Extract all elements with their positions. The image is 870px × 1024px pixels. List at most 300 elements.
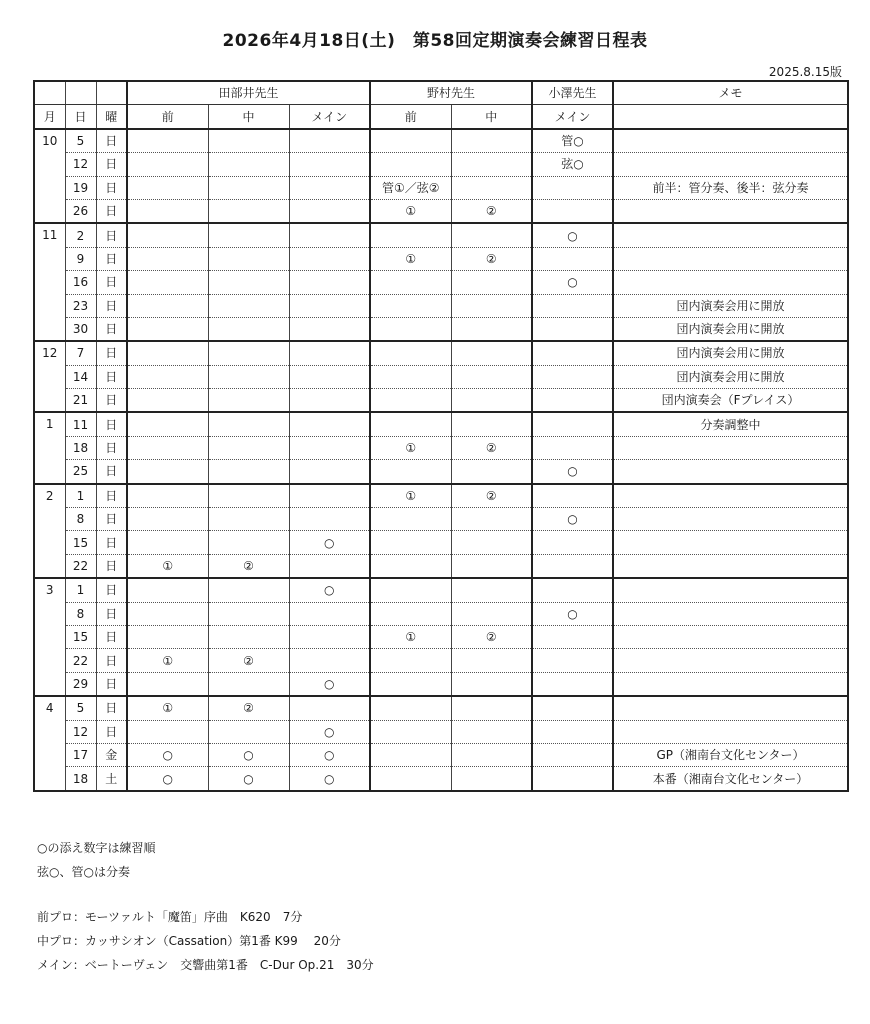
cell-nomura-pre <box>370 153 451 176</box>
day-cell: 5 <box>65 696 96 720</box>
memo-cell: 団内演奏会用に開放 <box>613 294 848 317</box>
weekday-cell: 日 <box>96 696 127 720</box>
cell-tabei-pre <box>127 412 208 436</box>
cell-tabei-main <box>289 412 370 436</box>
schedule-row <box>34 129 848 153</box>
cell-nomura-pre <box>370 317 451 341</box>
schedule-row <box>34 365 848 388</box>
memo-cell: 分奏調整中 <box>613 412 848 436</box>
cell-nomura-pre: 管①／弦② <box>370 176 451 199</box>
cell-tabei-pre <box>127 672 208 696</box>
cell-ozawa-main <box>532 389 613 413</box>
cell-ozawa-main <box>532 578 613 602</box>
schedule-row <box>34 199 848 223</box>
cell-ozawa-main <box>532 294 613 317</box>
schedule-row <box>34 720 848 743</box>
memo-cell <box>613 247 848 270</box>
cell-ozawa-main <box>532 317 613 341</box>
cell-tabei-mid: ② <box>208 696 289 720</box>
day-cell: 8 <box>65 602 96 625</box>
cell-nomura-pre: ① <box>370 247 451 270</box>
memo-cell <box>613 508 848 531</box>
cell-nomura-mid: ② <box>451 484 532 508</box>
cell-tabei-pre <box>127 720 208 743</box>
schedule-row <box>34 625 848 648</box>
schedule-row <box>34 649 848 672</box>
cell-tabei-pre: ① <box>127 554 208 578</box>
cell-nomura-pre <box>370 271 451 294</box>
day-cell: 1 <box>65 484 96 508</box>
memo-cell: 団内演奏会用に開放 <box>613 341 848 365</box>
cell-nomura-pre <box>370 341 451 365</box>
schedule-row <box>34 578 848 602</box>
memo-cell: 団内演奏会用に開放 <box>613 317 848 341</box>
cell-tabei-pre: ○ <box>127 767 208 791</box>
cell-nomura-mid: ② <box>451 625 532 648</box>
month-cell: 11 <box>34 223 65 341</box>
memo-cell <box>613 484 848 508</box>
schedule-row <box>34 294 848 317</box>
header-ozawa-main: メイン <box>532 105 613 129</box>
cell-tabei-pre <box>127 294 208 317</box>
memo-cell: 団内演奏会（Fプレイス） <box>613 389 848 413</box>
day-cell: 23 <box>65 294 96 317</box>
note-program-main: メイン：ベートーヴェン 交響曲第1番 C-Dur Op.21 30分 <box>37 958 374 972</box>
cell-ozawa-main <box>532 436 613 459</box>
cell-tabei-pre <box>127 317 208 341</box>
cell-tabei-mid <box>208 294 289 317</box>
cell-nomura-pre <box>370 129 451 153</box>
cell-ozawa-main: ○ <box>532 223 613 247</box>
header-weekday: 曜 <box>96 105 127 129</box>
cell-tabei-mid <box>208 271 289 294</box>
schedule-row <box>34 153 848 176</box>
schedule-body <box>34 129 848 791</box>
month-cell: 12 <box>34 341 65 412</box>
cell-tabei-mid <box>208 602 289 625</box>
header-row-columns <box>34 105 848 129</box>
cell-nomura-pre <box>370 365 451 388</box>
weekday-cell: 土 <box>96 767 127 791</box>
version-label: 2025.8.15版 <box>768 65 842 79</box>
header-month: 月 <box>34 105 65 129</box>
cell-tabei-main <box>289 649 370 672</box>
weekday-cell: 日 <box>96 578 127 602</box>
cell-nomura-pre <box>370 602 451 625</box>
schedule-row <box>34 176 848 199</box>
cell-nomura-mid <box>451 649 532 672</box>
cell-nomura-mid <box>451 223 532 247</box>
note-numbering: ○の添え数字は練習順 <box>37 841 156 855</box>
cell-nomura-mid: ② <box>451 199 532 223</box>
weekday-cell: 日 <box>96 153 127 176</box>
day-cell: 21 <box>65 389 96 413</box>
schedule-row <box>34 436 848 459</box>
day-cell: 22 <box>65 554 96 578</box>
schedule-table <box>33 80 849 792</box>
cell-tabei-pre <box>127 389 208 413</box>
cell-nomura-mid <box>451 365 532 388</box>
cell-nomura-pre: ① <box>370 625 451 648</box>
weekday-cell: 日 <box>96 199 127 223</box>
cell-tabei-mid <box>208 460 289 484</box>
cell-tabei-pre <box>127 508 208 531</box>
cell-ozawa-main <box>532 199 613 223</box>
cell-nomura-mid <box>451 153 532 176</box>
cell-tabei-mid <box>208 436 289 459</box>
cell-tabei-pre <box>127 578 208 602</box>
weekday-cell: 日 <box>96 484 127 508</box>
header-memo: メモ <box>613 81 848 105</box>
day-cell: 15 <box>65 531 96 554</box>
memo-cell <box>613 720 848 743</box>
header-teacher-ozawa: 小澤先生 <box>532 81 613 105</box>
schedule-row <box>34 223 848 247</box>
header-tabei-main: メイン <box>289 105 370 129</box>
day-cell: 2 <box>65 223 96 247</box>
weekday-cell: 日 <box>96 341 127 365</box>
cell-tabei-mid <box>208 223 289 247</box>
cell-tabei-main <box>289 365 370 388</box>
cell-tabei-main: ○ <box>289 743 370 766</box>
month-cell: 10 <box>34 129 65 224</box>
cell-nomura-mid <box>451 578 532 602</box>
day-cell: 25 <box>65 460 96 484</box>
day-cell: 8 <box>65 508 96 531</box>
cell-ozawa-main <box>532 341 613 365</box>
cell-ozawa-main <box>532 531 613 554</box>
memo-cell <box>613 649 848 672</box>
memo-cell <box>613 199 848 223</box>
cell-ozawa-main <box>532 484 613 508</box>
memo-cell <box>613 436 848 459</box>
schedule-row <box>34 672 848 696</box>
cell-ozawa-main: ○ <box>532 602 613 625</box>
cell-ozawa-main: ○ <box>532 460 613 484</box>
cell-tabei-mid <box>208 365 289 388</box>
cell-ozawa-main: ○ <box>532 271 613 294</box>
cell-nomura-pre <box>370 294 451 317</box>
cell-tabei-main: ○ <box>289 672 370 696</box>
cell-tabei-pre <box>127 365 208 388</box>
schedule-row <box>34 696 848 720</box>
note-sectionals: 弦○、管○は分奏 <box>37 865 130 879</box>
cell-tabei-pre <box>127 176 208 199</box>
cell-tabei-pre <box>127 484 208 508</box>
month-cell: 1 <box>34 412 65 483</box>
cell-tabei-pre <box>127 199 208 223</box>
cell-tabei-main <box>289 271 370 294</box>
weekday-cell: 日 <box>96 271 127 294</box>
cell-nomura-pre <box>370 460 451 484</box>
cell-tabei-main <box>289 129 370 153</box>
cell-tabei-mid <box>208 508 289 531</box>
cell-nomura-pre <box>370 508 451 531</box>
cell-tabei-main <box>289 484 370 508</box>
cell-tabei-mid <box>208 720 289 743</box>
cell-tabei-main <box>289 247 370 270</box>
schedule-row <box>34 271 848 294</box>
cell-tabei-mid <box>208 578 289 602</box>
cell-tabei-main: ○ <box>289 767 370 791</box>
cell-tabei-main <box>289 508 370 531</box>
day-cell: 26 <box>65 199 96 223</box>
day-cell: 18 <box>65 436 96 459</box>
cell-tabei-mid <box>208 153 289 176</box>
day-cell: 5 <box>65 129 96 153</box>
day-cell: 15 <box>65 625 96 648</box>
memo-cell: GP（湘南台文化センター） <box>613 743 848 766</box>
cell-tabei-main <box>289 176 370 199</box>
cell-ozawa-main <box>532 412 613 436</box>
cell-tabei-main <box>289 317 370 341</box>
header-blank <box>34 81 65 105</box>
cell-tabei-mid <box>208 247 289 270</box>
weekday-cell: 日 <box>96 129 127 153</box>
cell-tabei-mid: ② <box>208 649 289 672</box>
schedule-row <box>34 484 848 508</box>
day-cell: 1 <box>65 578 96 602</box>
cell-tabei-mid <box>208 531 289 554</box>
month-cell: 3 <box>34 578 65 696</box>
cell-tabei-mid: ② <box>208 554 289 578</box>
header-nomura-pre: 前 <box>370 105 451 129</box>
cell-ozawa-main: 管○ <box>532 129 613 153</box>
day-cell: 30 <box>65 317 96 341</box>
cell-tabei-pre <box>127 531 208 554</box>
cell-tabei-pre: ○ <box>127 743 208 766</box>
schedule-row <box>34 554 848 578</box>
memo-cell <box>613 625 848 648</box>
cell-ozawa-main <box>532 247 613 270</box>
cell-nomura-mid: ② <box>451 247 532 270</box>
cell-tabei-pre: ① <box>127 696 208 720</box>
cell-nomura-mid <box>451 743 532 766</box>
cell-tabei-pre: ① <box>127 649 208 672</box>
schedule-row <box>34 341 848 365</box>
cell-nomura-pre: ① <box>370 484 451 508</box>
cell-tabei-mid <box>208 625 289 648</box>
day-cell: 29 <box>65 672 96 696</box>
cell-ozawa-main <box>532 176 613 199</box>
schedule-row <box>34 767 848 791</box>
note-program-mid: 中プロ：カッサシオン（Cassation）第1番 K99 20分 <box>37 934 341 948</box>
header-teacher-tabei: 田部井先生 <box>127 81 370 105</box>
cell-tabei-mid <box>208 672 289 696</box>
cell-tabei-mid <box>208 129 289 153</box>
cell-tabei-main <box>289 436 370 459</box>
weekday-cell: 日 <box>96 554 127 578</box>
cell-tabei-main: ○ <box>289 531 370 554</box>
cell-tabei-main <box>289 625 370 648</box>
cell-tabei-main <box>289 223 370 247</box>
cell-tabei-main <box>289 554 370 578</box>
weekday-cell: 日 <box>96 389 127 413</box>
cell-nomura-mid <box>451 460 532 484</box>
cell-tabei-mid <box>208 412 289 436</box>
cell-ozawa-main: ○ <box>532 508 613 531</box>
day-cell: 12 <box>65 153 96 176</box>
cell-ozawa-main <box>532 696 613 720</box>
cell-nomura-mid <box>451 672 532 696</box>
cell-nomura-mid <box>451 271 532 294</box>
cell-nomura-pre <box>370 412 451 436</box>
cell-nomura-pre <box>370 672 451 696</box>
cell-tabei-mid: ○ <box>208 767 289 791</box>
cell-nomura-mid: ② <box>451 436 532 459</box>
memo-cell <box>613 223 848 247</box>
memo-cell: 前半：管分奏、後半：弦分奏 <box>613 176 848 199</box>
memo-cell <box>613 129 848 153</box>
cell-tabei-pre <box>127 153 208 176</box>
memo-cell <box>613 578 848 602</box>
weekday-cell: 日 <box>96 176 127 199</box>
cell-tabei-main <box>289 460 370 484</box>
cell-tabei-mid <box>208 389 289 413</box>
memo-cell <box>613 696 848 720</box>
cell-nomura-pre <box>370 578 451 602</box>
day-cell: 16 <box>65 271 96 294</box>
header-nomura-mid: 中 <box>451 105 532 129</box>
schedule-row <box>34 531 848 554</box>
cell-tabei-main <box>289 602 370 625</box>
header-row-teachers <box>34 81 848 105</box>
header-teacher-nomura: 野村先生 <box>370 81 532 105</box>
weekday-cell: 日 <box>96 436 127 459</box>
cell-nomura-mid <box>451 531 532 554</box>
cell-tabei-mid <box>208 484 289 508</box>
month-cell: 4 <box>34 696 65 791</box>
memo-cell <box>613 554 848 578</box>
memo-cell: 団内演奏会用に開放 <box>613 365 848 388</box>
cell-nomura-mid <box>451 317 532 341</box>
cell-tabei-main <box>289 153 370 176</box>
weekday-cell: 日 <box>96 365 127 388</box>
day-cell: 14 <box>65 365 96 388</box>
cell-nomura-mid <box>451 294 532 317</box>
cell-tabei-mid <box>208 317 289 341</box>
cell-tabei-main <box>289 294 370 317</box>
schedule-row <box>34 743 848 766</box>
weekday-cell: 日 <box>96 247 127 270</box>
weekday-cell: 日 <box>96 223 127 247</box>
cell-nomura-mid <box>451 412 532 436</box>
day-cell: 17 <box>65 743 96 766</box>
cell-tabei-mid <box>208 199 289 223</box>
weekday-cell: 日 <box>96 317 127 341</box>
cell-tabei-pre <box>127 625 208 648</box>
header-blank <box>96 81 127 105</box>
cell-nomura-mid <box>451 554 532 578</box>
cell-tabei-mid: ○ <box>208 743 289 766</box>
weekday-cell: 日 <box>96 649 127 672</box>
cell-ozawa-main <box>532 720 613 743</box>
weekday-cell: 金 <box>96 743 127 766</box>
day-cell: 7 <box>65 341 96 365</box>
header-day: 日 <box>65 105 96 129</box>
cell-tabei-pre <box>127 247 208 270</box>
day-cell: 22 <box>65 649 96 672</box>
schedule-row <box>34 389 848 413</box>
schedule-row <box>34 602 848 625</box>
cell-nomura-mid <box>451 389 532 413</box>
memo-cell <box>613 460 848 484</box>
cell-nomura-mid <box>451 508 532 531</box>
cell-tabei-main: ○ <box>289 720 370 743</box>
cell-nomura-pre <box>370 554 451 578</box>
cell-nomura-pre <box>370 531 451 554</box>
cell-nomura-pre <box>370 649 451 672</box>
cell-tabei-main <box>289 341 370 365</box>
note-program-pre: 前プロ：モーツァルト「魔笛」序曲 K620 7分 <box>37 910 303 924</box>
cell-nomura-mid <box>451 696 532 720</box>
cell-ozawa-main: 弦○ <box>532 153 613 176</box>
cell-tabei-pre <box>127 271 208 294</box>
cell-tabei-pre <box>127 460 208 484</box>
day-cell: 12 <box>65 720 96 743</box>
schedule-row <box>34 317 848 341</box>
cell-nomura-pre <box>370 389 451 413</box>
cell-ozawa-main <box>532 672 613 696</box>
memo-cell <box>613 602 848 625</box>
cell-tabei-main: ○ <box>289 578 370 602</box>
schedule-row <box>34 508 848 531</box>
cell-tabei-main <box>289 696 370 720</box>
cell-tabei-pre <box>127 602 208 625</box>
schedule-row <box>34 247 848 270</box>
cell-nomura-pre: ① <box>370 436 451 459</box>
header-tabei-pre: 前 <box>127 105 208 129</box>
cell-tabei-mid <box>208 341 289 365</box>
cell-nomura-mid <box>451 341 532 365</box>
cell-ozawa-main <box>532 767 613 791</box>
cell-ozawa-main <box>532 625 613 648</box>
cell-tabei-mid <box>208 176 289 199</box>
cell-tabei-main <box>289 389 370 413</box>
weekday-cell: 日 <box>96 412 127 436</box>
cell-ozawa-main <box>532 743 613 766</box>
weekday-cell: 日 <box>96 602 127 625</box>
cell-tabei-pre <box>127 223 208 247</box>
cell-nomura-mid <box>451 720 532 743</box>
day-cell: 18 <box>65 767 96 791</box>
cell-tabei-main <box>289 199 370 223</box>
month-cell: 2 <box>34 484 65 579</box>
cell-nomura-pre <box>370 696 451 720</box>
weekday-cell: 日 <box>96 508 127 531</box>
schedule-row <box>34 412 848 436</box>
header-tabei-mid: 中 <box>208 105 289 129</box>
weekday-cell: 日 <box>96 625 127 648</box>
cell-nomura-mid <box>451 176 532 199</box>
cell-nomura-mid <box>451 129 532 153</box>
document-title: 2026年4月18日(土) 第58回定期演奏会練習日程表 <box>222 31 648 51</box>
cell-tabei-pre <box>127 129 208 153</box>
weekday-cell: 日 <box>96 531 127 554</box>
memo-cell <box>613 271 848 294</box>
cell-nomura-pre <box>370 767 451 791</box>
day-cell: 19 <box>65 176 96 199</box>
cell-ozawa-main <box>532 365 613 388</box>
cell-nomura-mid <box>451 602 532 625</box>
weekday-cell: 日 <box>96 720 127 743</box>
cell-tabei-pre <box>127 341 208 365</box>
header-memo-blank <box>613 105 848 129</box>
weekday-cell: 日 <box>96 672 127 696</box>
memo-cell <box>613 531 848 554</box>
day-cell: 9 <box>65 247 96 270</box>
cell-ozawa-main <box>532 554 613 578</box>
